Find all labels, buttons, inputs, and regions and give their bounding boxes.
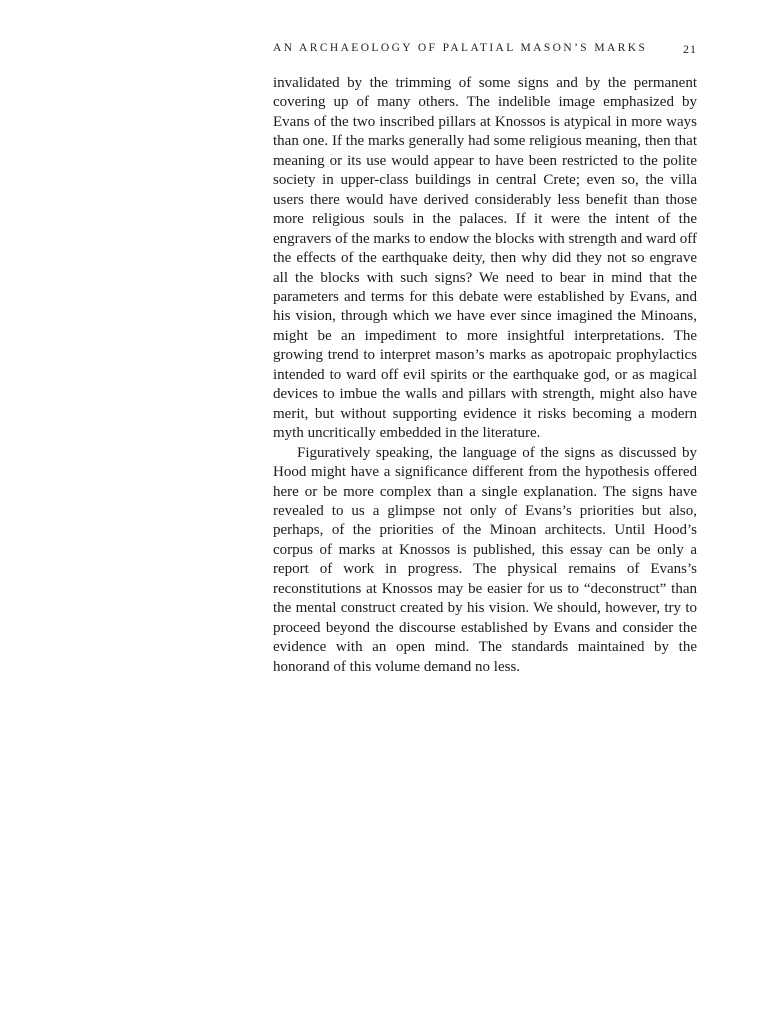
paragraph-1: invalidated by the trimming of some signs and by the permanent covering up of many others. The indelible image emphasized by Evans of the two inscribed pillars at Knossos is atypical in more ways than one. If the marks generally had some religious meaning, then that meaning or its use would appear to have been restricted to the polite society in upper-class buildings in central Crete; even so, the villa users there would have derived considerably less benefit than those more religious souls in the palaces. If it were the intent of the engravers of the marks to endow the blocks with strength and ward off the effects of the earthquake deity, then why did they not so engrave all the blocks with such signs? We need to bear in mind that the parameters and terms for this debate were established by Evans, and his vision, through which we have ever since imagined the Minoans, might be an impediment to more insightful interpretations. The growing trend to interpret mason’s marks as apotropaic prophylactics intended to ward off evil spirits or the earthquake god, or as magical devices to imbue the walls and pillars with strength, might also have merit, but without supporting evidence it risks becoming a modern myth uncritically embedded in the literature. bbox=[273, 75, 697, 442]
paragraph-2: Figuratively speaking, the language of the signs as discussed by Hood might have a significance different from the hypothesis offered here or be more complex than a single explanation. The signs have revealed to us a glimpse not only of Evans’s priorities but also, perhaps, of the priorities of the Minoan architects. Until Hood’s corpus of marks at Knossos is published, this essay can be only a report of work in progress. The physical remains of Evans’s reconstitutions at Knossos may be easier for us to “deconstruct” than the mental construct created by his vision. We should, however, try to proceed beyond the discourse established by Evans and consider the evidence with an open mind. The standards maintained by the honorand of this volume demand no less. bbox=[273, 444, 697, 675]
running-title: AN ARCHAEOLOGY OF PALATIAL MASON’S MARKS bbox=[273, 42, 648, 54]
body-text bbox=[273, 74, 697, 677]
running-head bbox=[273, 42, 697, 57]
page-number: 21 bbox=[683, 42, 697, 56]
